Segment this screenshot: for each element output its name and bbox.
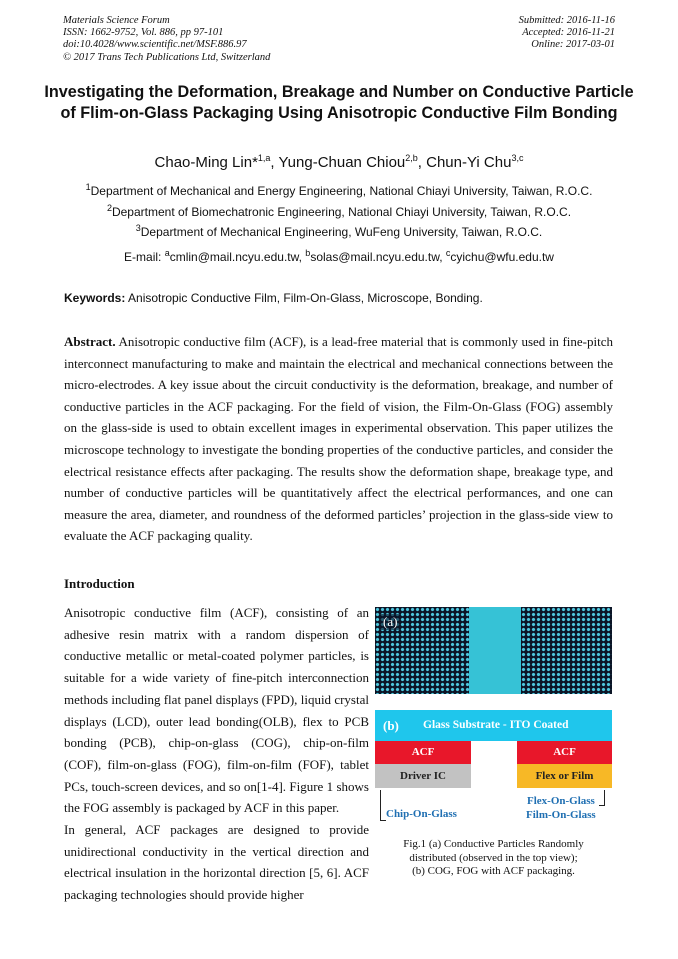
section-heading-introduction: Introduction xyxy=(64,576,135,591)
author-name: Yung-Chuan Chiou xyxy=(278,154,406,171)
conductive-particles-image xyxy=(375,607,612,694)
paper-title: Investigating the Deformation, Breakage and Number on Conductive Particle of Flim-on-Glass Packaging Using Anisotropic Conductive Film Bonding xyxy=(44,83,634,122)
paragraph: In general, ACF packages are designed to provide unidirectional conductivity in the vertical direction and electrical insulation in the horizontal direction [5, 6]. ACF packaging technologies should provide higher xyxy=(64,822,369,903)
cog-label: Chip-On-Glass xyxy=(386,808,457,820)
affiliation-text: Department of Mechanical Engineering, WuFeng University, Taiwan, R.O.C. xyxy=(140,225,543,239)
affiliation-text: Department of Biomechatronic Engineering, National Chiayi University, Taiwan, R.O.C. xyxy=(111,205,572,219)
accepted-date: Accepted: 2016-11-21 xyxy=(522,27,615,39)
paragraph: Anisotropic conductive film (ACF), consisting of an adhesive resin matrix with a random dispersion of conductive metallic or metal-coated polymer particles, is suitable for a wide variety of fine-pitch interconnection methods including flat panel displays (FPD), liquid crystal displays (LCD), outer lead bonding(OLB), flex to PCB bonding (PCB), chip-on-glass (COG), chip-on-film (COF), film-on-glass (FOG), film-on-film (FOF), tablet PCs, touch-screen devices, and so on[1-4]. Figure 1 shows the FOG assembly is packaged by ACF in this paper. xyxy=(64,605,369,816)
doi-line[interactable]: doi:10.4028/www.scientific.net/MSF.886.97 xyxy=(63,39,247,51)
driver-ic-block: Driver IC xyxy=(375,764,471,788)
author-sup: 2,b xyxy=(405,153,418,163)
abstract-label: Abstract. xyxy=(64,334,116,349)
keywords-label: Keywords: xyxy=(64,291,126,305)
copyright-line: © 2017 Trans Tech Publications Ltd, Switzerland xyxy=(63,51,271,63)
panel-b-label: (b) xyxy=(383,718,399,733)
affiliation-2 xyxy=(20,201,658,219)
figure-caption xyxy=(375,838,612,879)
film-on-glass-label: Film-On-Glass xyxy=(526,809,596,821)
panel-a-label: (a) xyxy=(383,614,398,629)
author-name: Chao-Ming Lin* xyxy=(154,154,258,171)
affiliation-1 xyxy=(20,180,658,198)
flex-on-glass-label: Flex-On-Glass xyxy=(527,795,595,807)
email-address[interactable]: cmlin@mail.ncyu.edu.tw xyxy=(169,250,299,264)
caption-line: distributed (observed in the top view); xyxy=(409,851,578,864)
email-sup: b xyxy=(305,248,311,258)
online-date: Online: 2017-03-01 xyxy=(531,39,615,51)
introduction-body xyxy=(64,602,369,906)
journal-header-left xyxy=(63,15,270,64)
particle-field-right xyxy=(521,607,612,694)
abstract xyxy=(64,331,613,547)
abstract-text: Anisotropic conductive film (ACF), is a lead-free material that is commonly used in fine-pitch interconnect manufacturing to make and maintain the electrical and mechanical connections between the micro-electrodes. A key issue about the circuit conductivity is the deformation, breakage, and number of conductive particles in the ACF packaging. For the field of vision, the Film-On-Glass (FOG) assembly on the glass-side is used to obtain excellent images in experimental observation. This paper utilizes the microscope technology to investigate the bonding properties of the conductive particles, and consider the electrical resistance effects after packaging. The results show the deformation shape, breakage type, and number of conductive particles will be quantitatively affect the electrical performances, and one can measure the area, diameter, and roundness of the deformed particles’ projection in the glass-side view to evaluate the ACF packaging quality. xyxy=(64,334,613,544)
acf-layer-right: ACF xyxy=(517,741,612,764)
author-sup: 1,a xyxy=(257,153,271,163)
affiliation-sup: 2 xyxy=(106,203,112,213)
email-line: E-mail: $^a$cmlin@mail.ncyu.edu.tw, $^b$solas@mail.ncyu.edu.tw, $^c$cyichu@wfu.edu.tw xyxy=(124,248,554,264)
acf-layer-left: ACF xyxy=(375,741,471,764)
affiliation-text: Department of Mechanical and Energy Engineering, National Chiayi University, Taiwan, R.O.C. xyxy=(90,184,593,198)
glass-substrate-label: Glass Substrate - ITO Coated xyxy=(423,719,569,731)
journal-name: Materials Science Forum xyxy=(63,15,170,26)
email-label: E-mail: xyxy=(124,250,165,264)
caption-line: Fig.1 (a) Conductive Particles Randomly xyxy=(403,838,584,850)
fog-bracket xyxy=(599,790,605,806)
issn-line: ISSN: 1662-9752, Vol. 886, pp 97-101 xyxy=(63,27,224,39)
affiliation-sup: 1 xyxy=(85,182,91,192)
email-address[interactable]: cyichu@wfu.edu.tw xyxy=(450,250,554,264)
keywords xyxy=(64,291,483,305)
submitted-date: Submitted: 2016-11-16 xyxy=(518,15,615,26)
author-sup: 3,c xyxy=(511,153,524,163)
email-sup: a xyxy=(164,248,170,258)
figure-1 xyxy=(371,600,616,900)
flex-film-block: Flex or Film xyxy=(517,764,612,788)
caption-line: (b) COG, FOG with ACF packaging. xyxy=(412,865,575,877)
author-name: Chun-Yi Chu xyxy=(426,154,512,171)
affiliation-3 xyxy=(20,221,658,239)
author-list: Chao-Ming Lin*$^{1,a}$, Yung-Chuan Chiou$^{2,b}$, Chun-Yi Chu$^{3,c}$ xyxy=(154,153,524,171)
glass-substrate-layer xyxy=(375,710,612,741)
affiliation-sup: 3 xyxy=(135,223,141,233)
email-sup: c xyxy=(445,248,451,258)
journal-header-right xyxy=(519,15,615,52)
keywords-text: Anisotropic Conductive Film, Film-On-Glass, Microscope, Bonding. xyxy=(125,291,483,305)
email-address[interactable]: solas@mail.ncyu.edu.tw xyxy=(310,250,440,264)
